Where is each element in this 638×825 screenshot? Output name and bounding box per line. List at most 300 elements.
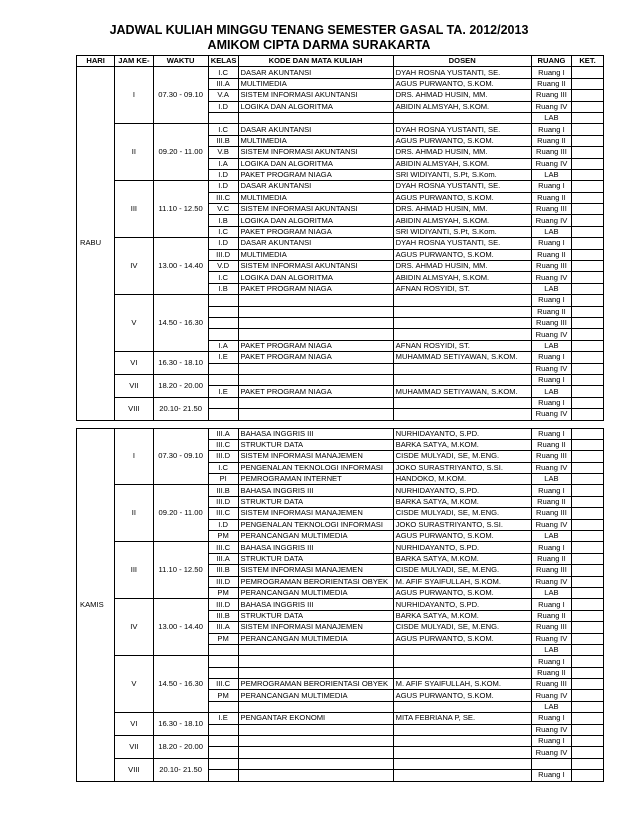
dosen-cell: DRS. AHMAD HUSIN, MM. xyxy=(393,261,531,272)
ket-cell xyxy=(572,531,604,542)
dosen-cell: SRI WIDIYANTI, S.Pt, S.Kom. xyxy=(393,169,531,180)
dosen-cell xyxy=(393,306,531,317)
ket-cell xyxy=(572,238,604,249)
ket-cell xyxy=(572,485,604,496)
ket-cell xyxy=(572,565,604,576)
page-title: JADWAL KULIAH MINGGU TENANG SEMESTER GASAL TA. 2012/2013 xyxy=(109,23,529,37)
ket-cell xyxy=(572,374,604,385)
ket-cell xyxy=(572,329,604,340)
table-row xyxy=(77,656,604,667)
matakuliah-cell xyxy=(238,724,393,735)
dosen-cell: BARKA SATYA, M.KOM. xyxy=(393,553,531,564)
kelas-cell xyxy=(208,736,238,747)
matakuliah-cell: DASAR AKUNTANSI xyxy=(238,238,393,249)
ruang-cell: Ruang II xyxy=(531,78,571,89)
dosen-cell xyxy=(393,363,531,374)
ket-cell xyxy=(572,135,604,146)
table-row xyxy=(77,238,604,249)
dosen-cell xyxy=(393,656,531,667)
header-matakuliah: KODE DAN MATA KULIAH xyxy=(238,56,393,67)
waktu-cell: 20.10- 21.50 xyxy=(153,758,208,781)
ruang-cell: Ruang II xyxy=(531,610,571,621)
kelas-cell: III.C xyxy=(208,439,238,450)
dosen-cell: NURHIDAYANTO, S.PD. xyxy=(393,428,531,439)
ket-cell xyxy=(572,192,604,203)
dosen-cell: MUHAMMAD SETIYAWAN, S.KOM. xyxy=(393,386,531,397)
kelas-cell xyxy=(208,409,238,420)
jam-cell: IV xyxy=(115,599,153,656)
waktu-cell: 07.30 - 09.10 xyxy=(153,67,208,124)
kelas-cell: III.A xyxy=(208,428,238,439)
table-row xyxy=(77,428,604,439)
ruang-cell: LAB xyxy=(531,112,571,123)
matakuliah-cell: DASAR AKUNTANSI xyxy=(238,181,393,192)
ket-cell xyxy=(572,496,604,507)
waktu-cell: 14.50 - 16.30 xyxy=(153,295,208,352)
table-row xyxy=(77,485,604,496)
kelas-cell: I.D xyxy=(208,101,238,112)
kelas-cell: I.B xyxy=(208,215,238,226)
jam-cell: I xyxy=(115,428,153,485)
dosen-cell: AGUS PURWANTO, S.KOM. xyxy=(393,633,531,644)
dosen-cell: HANDOKO, M.KOM. xyxy=(393,474,531,485)
page-subtitle: AMIKOM CIPTA DARMA SURAKARTA xyxy=(207,38,431,52)
kelas-cell: I.E xyxy=(208,352,238,363)
ket-cell xyxy=(572,519,604,530)
dosen-cell: AFNAN ROSYIDI, ST. xyxy=(393,340,531,351)
waktu-cell: 16.30 - 18.10 xyxy=(153,352,208,375)
matakuliah-cell xyxy=(238,374,393,385)
kelas-cell xyxy=(208,306,238,317)
matakuliah-cell xyxy=(238,758,393,769)
kelas-cell xyxy=(208,397,238,408)
kelas-cell: III.D xyxy=(208,496,238,507)
jam-cell: I xyxy=(115,67,153,124)
dosen-cell: SRI WIDIYANTI, S.Pt, S.Kom. xyxy=(393,226,531,237)
dosen-cell: AGUS PURWANTO, S.KOM. xyxy=(393,587,531,598)
ruang-cell: Ruang IV xyxy=(531,633,571,644)
ruang-cell: Ruang I xyxy=(531,770,571,781)
ruang-cell: Ruang II xyxy=(531,192,571,203)
matakuliah-cell xyxy=(238,667,393,678)
ruang-cell: Ruang IV xyxy=(531,462,571,473)
kelas-cell: I.D xyxy=(208,169,238,180)
matakuliah-cell xyxy=(238,644,393,655)
kelas-cell xyxy=(208,701,238,712)
ruang-cell: Ruang I xyxy=(531,599,571,610)
matakuliah-cell: MULTIMEDIA xyxy=(238,78,393,89)
kelas-cell: V.A xyxy=(208,90,238,101)
matakuliah-cell xyxy=(238,317,393,328)
ruang-cell: Ruang I xyxy=(531,428,571,439)
ruang-cell: Ruang II xyxy=(531,249,571,260)
jam-cell: VIII xyxy=(115,397,153,420)
ruang-cell: LAB xyxy=(531,386,571,397)
waktu-cell: 20.10- 21.50 xyxy=(153,397,208,420)
kelas-cell: III.C xyxy=(208,679,238,690)
kelas-cell: PM xyxy=(208,690,238,701)
ruang-cell: Ruang IV xyxy=(531,101,571,112)
dosen-cell: ABIDIN ALMSYAH, S.KOM. xyxy=(393,215,531,226)
ruang-cell: LAB xyxy=(531,587,571,598)
dosen-cell: JOKO SURASTRIYANTO, S.SI. xyxy=(393,462,531,473)
table-row xyxy=(77,374,604,385)
ruang-cell: Ruang II xyxy=(531,667,571,678)
dosen-cell: CISDE MULYADI, SE, M.ENG. xyxy=(393,622,531,633)
kelas-cell: III.B xyxy=(208,485,238,496)
ket-cell xyxy=(572,758,604,769)
ruang-cell: Ruang II xyxy=(531,496,571,507)
header-kelas: KELAS xyxy=(208,56,238,67)
dosen-cell: DYAH ROSNA YUSTANTI, SE. xyxy=(393,67,531,78)
kelas-cell: III.C xyxy=(208,192,238,203)
kelas-cell: I.D xyxy=(208,238,238,249)
ket-cell xyxy=(572,147,604,158)
kelas-cell xyxy=(208,329,238,340)
kelas-cell: PI xyxy=(208,474,238,485)
kelas-cell: III.A xyxy=(208,553,238,564)
matakuliah-cell: PAKET PROGRAM NIAGA xyxy=(238,386,393,397)
kelas-cell: PM xyxy=(208,531,238,542)
header-ket: KET. xyxy=(572,56,604,67)
ruang-cell: Ruang IV xyxy=(531,747,571,758)
kelas-cell: PM xyxy=(208,633,238,644)
ruang-cell: Ruang III xyxy=(531,90,571,101)
matakuliah-cell xyxy=(238,409,393,420)
ket-cell xyxy=(572,169,604,180)
dosen-cell xyxy=(393,736,531,747)
kelas-cell: I.A xyxy=(208,158,238,169)
kelas-cell: III.D xyxy=(208,576,238,587)
matakuliah-cell: SISTEM INFORMASI AKUNTANSI xyxy=(238,147,393,158)
ket-cell xyxy=(572,713,604,724)
matakuliah-cell xyxy=(238,701,393,712)
kelas-cell: III.B xyxy=(208,565,238,576)
dosen-cell: CISDE MULYADI, SE, M.ENG. xyxy=(393,508,531,519)
day-cell: KAMIS xyxy=(77,428,115,781)
table-row xyxy=(77,67,604,78)
dosen-cell: M. AFIF SYAIFULLAH, S.KOM. xyxy=(393,679,531,690)
ket-cell xyxy=(572,352,604,363)
waktu-cell: 18.20 - 20.00 xyxy=(153,374,208,397)
matakuliah-cell: DASAR AKUNTANSI xyxy=(238,124,393,135)
header-hari: HARI xyxy=(77,56,115,67)
ruang-cell: Ruang III xyxy=(531,204,571,215)
ket-cell xyxy=(572,770,604,781)
ket-cell xyxy=(572,656,604,667)
matakuliah-cell: LOGIKA DAN ALGORITMA xyxy=(238,101,393,112)
dosen-cell: NURHIDAYANTO, S.PD. xyxy=(393,485,531,496)
kelas-cell: I.C xyxy=(208,226,238,237)
kelas-cell xyxy=(208,363,238,374)
dosen-cell: ABIDIN ALMSYAH, S.KOM. xyxy=(393,101,531,112)
header-waktu: WAKTU xyxy=(153,56,208,67)
ket-cell xyxy=(572,317,604,328)
dosen-cell xyxy=(393,644,531,655)
ruang-cell: Ruang IV xyxy=(531,519,571,530)
dosen-cell: CISDE MULYADI, SE, M.ENG. xyxy=(393,451,531,462)
ket-cell xyxy=(572,158,604,169)
separator-cell xyxy=(77,420,604,428)
ruang-cell: Ruang I xyxy=(531,124,571,135)
kelas-cell xyxy=(208,112,238,123)
matakuliah-cell: PERANCANGAN MULTIMEDIA xyxy=(238,690,393,701)
kelas-cell xyxy=(208,644,238,655)
header-ruang: RUANG xyxy=(531,56,571,67)
ruang-cell: Ruang IV xyxy=(531,158,571,169)
ruang-cell: Ruang II xyxy=(531,306,571,317)
matakuliah-cell: BAHASA INGGRIS III xyxy=(238,542,393,553)
waktu-cell: 09.20 - 11.00 xyxy=(153,124,208,181)
matakuliah-cell xyxy=(238,770,393,781)
ket-cell xyxy=(572,283,604,294)
dosen-cell: AGUS PURWANTO, S.KOM. xyxy=(393,78,531,89)
ruang-cell: Ruang I xyxy=(531,67,571,78)
ruang-cell: Ruang IV xyxy=(531,329,571,340)
matakuliah-cell: DASAR AKUNTANSI xyxy=(238,67,393,78)
ket-cell xyxy=(572,226,604,237)
kelas-cell xyxy=(208,770,238,781)
kelas-cell xyxy=(208,747,238,758)
ket-cell xyxy=(572,610,604,621)
ruang-cell: LAB xyxy=(531,701,571,712)
ket-cell xyxy=(572,679,604,690)
ruang-cell: Ruang II xyxy=(531,135,571,146)
table-row xyxy=(77,599,604,610)
dosen-cell xyxy=(393,747,531,758)
table-row xyxy=(77,124,604,135)
matakuliah-cell: PAKET PROGRAM NIAGA xyxy=(238,283,393,294)
kelas-cell xyxy=(208,295,238,306)
kelas-cell: III.A xyxy=(208,78,238,89)
ket-cell xyxy=(572,633,604,644)
ruang-cell: Ruang IV xyxy=(531,272,571,283)
ruang-cell: Ruang IV xyxy=(531,576,571,587)
ruang-cell: Ruang II xyxy=(531,439,571,450)
jam-cell: II xyxy=(115,124,153,181)
matakuliah-cell: SISTEM INFORMASI MANAJEMEN xyxy=(238,565,393,576)
matakuliah-cell xyxy=(238,397,393,408)
waktu-cell: 13.00 - 14.40 xyxy=(153,599,208,656)
ruang-cell: Ruang III xyxy=(531,565,571,576)
kelas-cell: I.C xyxy=(208,272,238,283)
ket-cell xyxy=(572,542,604,553)
dosen-cell: DYAH ROSNA YUSTANTI, SE. xyxy=(393,238,531,249)
waktu-cell: 16.30 - 18.10 xyxy=(153,713,208,736)
dosen-cell xyxy=(393,701,531,712)
ruang-cell: Ruang I xyxy=(531,238,571,249)
ruang-cell: Ruang IV xyxy=(531,215,571,226)
dosen-cell: BARKA SATYA, M.KOM. xyxy=(393,610,531,621)
matakuliah-cell xyxy=(238,736,393,747)
ruang-cell: Ruang IV xyxy=(531,409,571,420)
ket-cell xyxy=(572,576,604,587)
ket-cell xyxy=(572,215,604,226)
ruang-cell: Ruang III xyxy=(531,508,571,519)
kelas-cell: I.B xyxy=(208,283,238,294)
header-row xyxy=(77,56,604,67)
table-row xyxy=(77,181,604,192)
dosen-cell: AGUS PURWANTO, S.KOM. xyxy=(393,690,531,701)
ruang-cell xyxy=(531,758,571,769)
matakuliah-cell: PAKET PROGRAM NIAGA xyxy=(238,169,393,180)
day-separator xyxy=(77,420,604,428)
matakuliah-cell: SISTEM INFORMASI AKUNTANSI xyxy=(238,261,393,272)
ruang-cell: Ruang I xyxy=(531,181,571,192)
ket-cell xyxy=(572,747,604,758)
kelas-cell xyxy=(208,724,238,735)
matakuliah-cell: STRUKTUR DATA xyxy=(238,439,393,450)
matakuliah-cell: PENGENALAN TEKNOLOGI INFORMASI xyxy=(238,519,393,530)
kelas-cell: V.B xyxy=(208,147,238,158)
waktu-cell: 09.20 - 11.00 xyxy=(153,485,208,542)
ruang-cell: Ruang I xyxy=(531,713,571,724)
kelas-cell: I.A xyxy=(208,340,238,351)
kelas-cell: V.C xyxy=(208,204,238,215)
dosen-cell: CISDE MULYADI, SE, M.ENG. xyxy=(393,565,531,576)
ket-cell xyxy=(572,587,604,598)
dosen-cell: AGUS PURWANTO, S.KOM. xyxy=(393,531,531,542)
matakuliah-cell: LOGIKA DAN ALGORITMA xyxy=(238,215,393,226)
kelas-cell: III.B xyxy=(208,135,238,146)
ket-cell xyxy=(572,508,604,519)
dosen-cell: ABIDIN ALMSYAH, S.KOM. xyxy=(393,158,531,169)
ruang-cell: LAB xyxy=(531,644,571,655)
matakuliah-cell: STRUKTUR DATA xyxy=(238,610,393,621)
matakuliah-cell: PAKET PROGRAM NIAGA xyxy=(238,352,393,363)
dosen-cell: NURHIDAYANTO, S.PD. xyxy=(393,542,531,553)
waktu-cell: 14.50 - 16.30 xyxy=(153,656,208,713)
dosen-cell: BARKA SATYA, M.KOM. xyxy=(393,496,531,507)
dosen-cell: DYAH ROSNA YUSTANTI, SE. xyxy=(393,181,531,192)
kelas-cell xyxy=(208,758,238,769)
schedule-body xyxy=(77,67,604,781)
kelas-cell: III.D xyxy=(208,249,238,260)
matakuliah-cell: BAHASA INGGRIS III xyxy=(238,599,393,610)
ruang-cell: Ruang I xyxy=(531,374,571,385)
ruang-cell: Ruang I xyxy=(531,656,571,667)
ruang-cell: Ruang II xyxy=(531,553,571,564)
kelas-cell: PM xyxy=(208,587,238,598)
ket-cell xyxy=(572,701,604,712)
ket-cell xyxy=(572,204,604,215)
kelas-cell: I.E xyxy=(208,713,238,724)
dosen-cell xyxy=(393,724,531,735)
jam-cell: IV xyxy=(115,238,153,295)
ruang-cell: Ruang III xyxy=(531,451,571,462)
matakuliah-cell: STRUKTUR DATA xyxy=(238,496,393,507)
dosen-cell: ABIDIN ALMSYAH, S.KOM. xyxy=(393,272,531,283)
ket-cell xyxy=(572,67,604,78)
kelas-cell: I.C xyxy=(208,124,238,135)
ket-cell xyxy=(572,622,604,633)
matakuliah-cell: SISTEM INFORMASI AKUNTANSI xyxy=(238,204,393,215)
ket-cell xyxy=(572,690,604,701)
dosen-cell xyxy=(393,758,531,769)
matakuliah-cell xyxy=(238,295,393,306)
matakuliah-cell: PERANCANGAN MULTIMEDIA xyxy=(238,531,393,542)
ket-cell xyxy=(572,644,604,655)
ket-cell xyxy=(572,386,604,397)
ket-cell xyxy=(572,261,604,272)
ket-cell xyxy=(572,112,604,123)
ket-cell xyxy=(572,101,604,112)
kelas-cell xyxy=(208,317,238,328)
jam-cell: II xyxy=(115,485,153,542)
table-row xyxy=(77,713,604,724)
matakuliah-cell: MULTIMEDIA xyxy=(238,192,393,203)
dosen-cell: BARKA SATYA, M.KOM. xyxy=(393,439,531,450)
ket-cell xyxy=(572,667,604,678)
ruang-cell: Ruang III xyxy=(531,679,571,690)
dosen-cell xyxy=(393,397,531,408)
dosen-cell xyxy=(393,770,531,781)
kelas-cell: III.A xyxy=(208,622,238,633)
kelas-cell: III.D xyxy=(208,451,238,462)
dosen-cell xyxy=(393,329,531,340)
matakuliah-cell: MULTIMEDIA xyxy=(238,135,393,146)
matakuliah-cell xyxy=(238,656,393,667)
jam-cell: VII xyxy=(115,736,153,759)
jam-cell: III xyxy=(115,542,153,599)
ket-cell xyxy=(572,553,604,564)
table-row xyxy=(77,758,604,769)
ruang-cell: Ruang I xyxy=(531,397,571,408)
matakuliah-cell xyxy=(238,363,393,374)
dosen-cell: M. AFIF SYAIFULLAH, S.KOM. xyxy=(393,576,531,587)
matakuliah-cell xyxy=(238,112,393,123)
header-dosen: DOSEN xyxy=(393,56,531,67)
ruang-cell: Ruang IV xyxy=(531,690,571,701)
dosen-cell: MUHAMMAD SETIYAWAN, S.KOM. xyxy=(393,352,531,363)
dosen-cell xyxy=(393,295,531,306)
ket-cell xyxy=(572,599,604,610)
matakuliah-cell: LOGIKA DAN ALGORITMA xyxy=(238,272,393,283)
ket-cell xyxy=(572,295,604,306)
ruang-cell: Ruang IV xyxy=(531,724,571,735)
matakuliah-cell: SISTEM INFORMASI AKUNTANSI xyxy=(238,90,393,101)
jam-cell: VII xyxy=(115,374,153,397)
ket-cell xyxy=(572,363,604,374)
table-row xyxy=(77,542,604,553)
kelas-cell: V.D xyxy=(208,261,238,272)
ruang-cell: Ruang I xyxy=(531,736,571,747)
table-row xyxy=(77,397,604,408)
ket-cell xyxy=(572,306,604,317)
matakuliah-cell: PAKET PROGRAM NIAGA xyxy=(238,340,393,351)
ket-cell xyxy=(572,249,604,260)
schedule-table xyxy=(76,55,604,782)
ket-cell xyxy=(572,272,604,283)
kelas-cell: III.D xyxy=(208,599,238,610)
dosen-cell: DRS. AHMAD HUSIN, MM. xyxy=(393,204,531,215)
kelas-cell xyxy=(208,667,238,678)
ruang-cell: LAB xyxy=(531,283,571,294)
kelas-cell: I.D xyxy=(208,519,238,530)
dosen-cell xyxy=(393,317,531,328)
matakuliah-cell: PERANCANGAN MULTIMEDIA xyxy=(238,587,393,598)
waktu-cell: 11.10 - 12.50 xyxy=(153,181,208,238)
jam-cell: VIII xyxy=(115,758,153,781)
matakuliah-cell xyxy=(238,306,393,317)
kelas-cell: I.E xyxy=(208,386,238,397)
waktu-cell: 11.10 - 12.50 xyxy=(153,542,208,599)
matakuliah-cell: STRUKTUR DATA xyxy=(238,553,393,564)
waktu-cell: 07.30 - 09.10 xyxy=(153,428,208,485)
matakuliah-cell: MULTIMEDIA xyxy=(238,249,393,260)
table-row xyxy=(77,352,604,363)
ket-cell xyxy=(572,451,604,462)
